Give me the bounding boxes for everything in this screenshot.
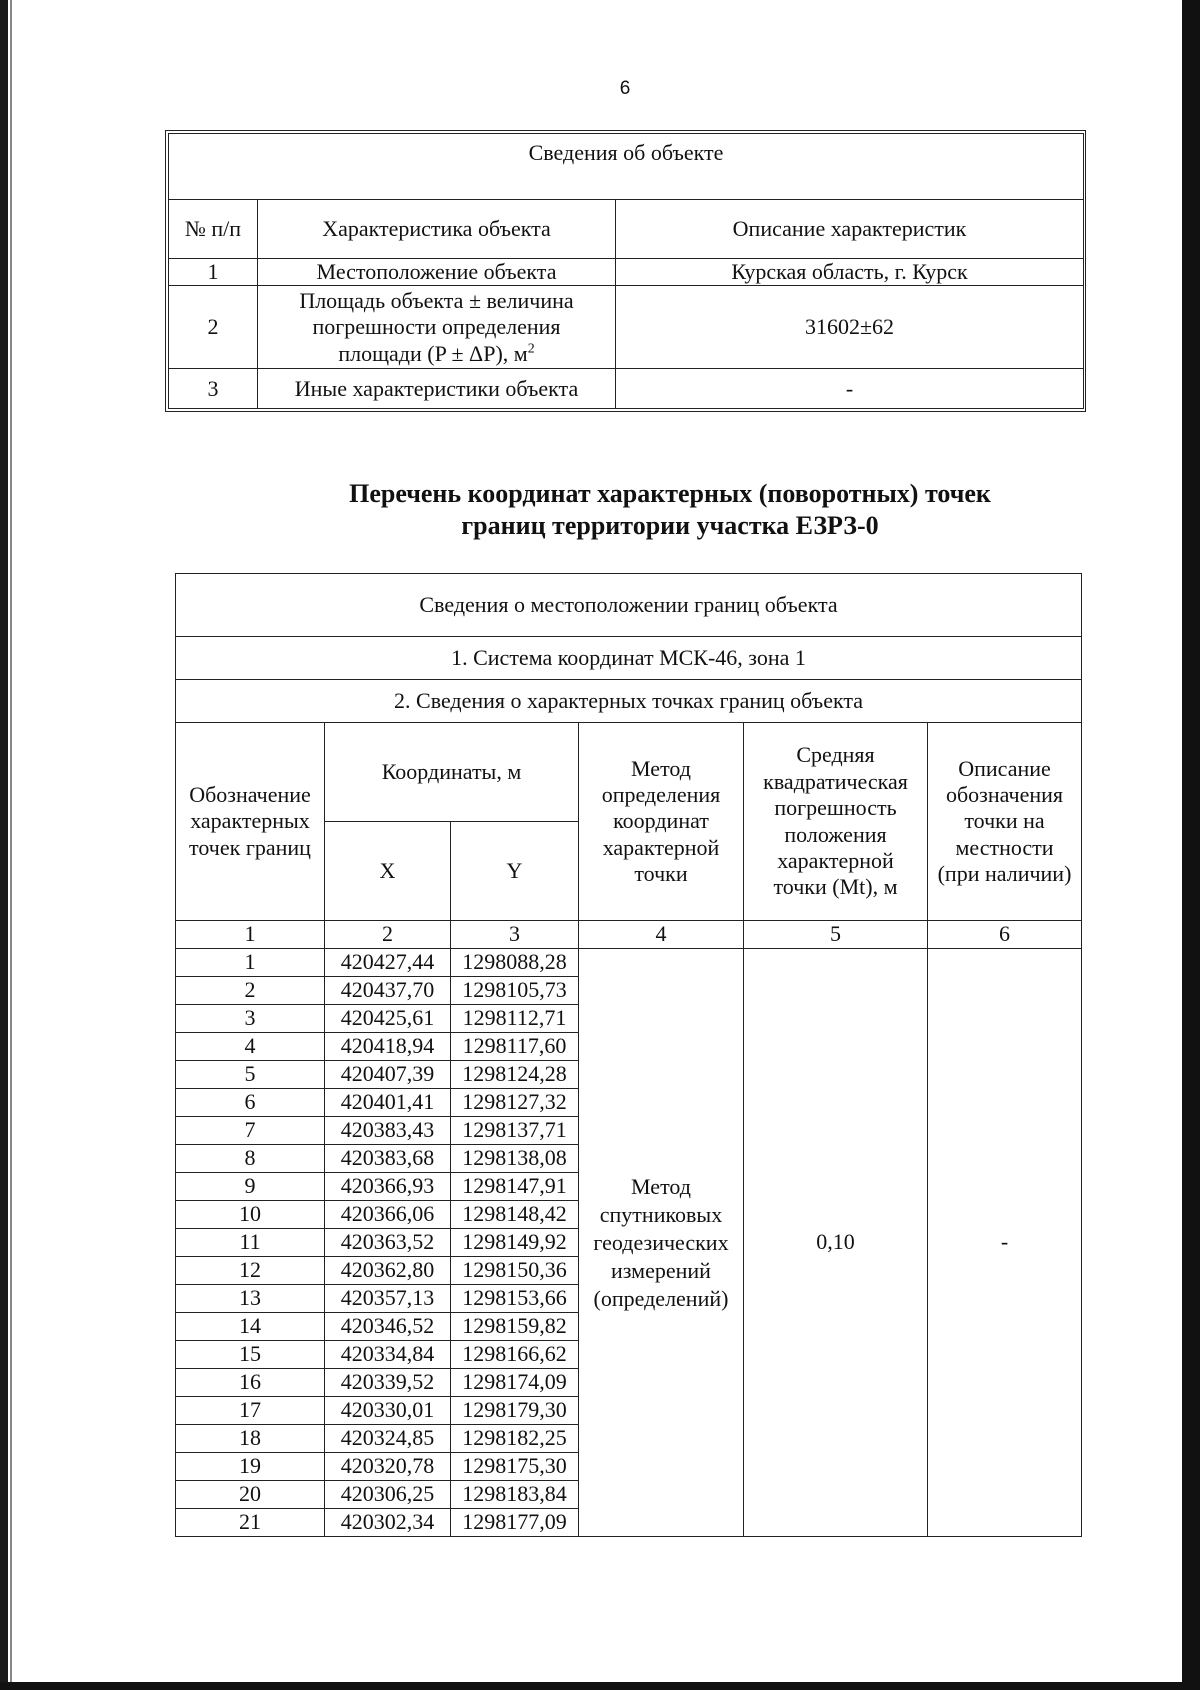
point-number: 1 [176,949,325,977]
header-coordinates: Координаты, м [325,723,579,822]
column-number: 4 [579,921,744,949]
coordinate-x: 420357,13 [325,1285,451,1313]
coordinate-y: 1298127,32 [451,1089,579,1117]
row-no: 3 [169,369,258,409]
coordinates-table [175,573,1082,1537]
column-number: 6 [928,921,1082,949]
coordinate-x: 420366,06 [325,1201,451,1229]
point-number: 18 [176,1425,325,1453]
coordinate-y: 1298149,92 [451,1229,579,1257]
coordinate-y: 1298166,62 [451,1341,579,1369]
coordinate-x: 420339,52 [325,1369,451,1397]
coordinate-y: 1298175,30 [451,1453,579,1481]
section-title-line: границ территории участка ЕЗРЗ-0 [461,511,879,540]
coordinate-y: 1298159,82 [451,1313,579,1341]
characteristic-line-text: площади (P ± ΔP), м [338,340,528,366]
column-number: 1 [176,921,325,949]
point-number: 20 [176,1481,325,1509]
header-line: Обозначение [189,781,311,807]
header-line: (при наличии) [937,861,1072,887]
scan-edge-bottom [0,1682,1200,1690]
coordinate-y: 1298147,91 [451,1173,579,1201]
characteristic-line: погрешности определения [312,314,561,340]
coordinate-y: 1298112,71 [451,1005,579,1033]
header-line: характерной [602,834,720,860]
header-point-description [928,723,1082,921]
header-line: местности [955,834,1054,860]
row-no: 2 [169,286,258,369]
column-number: 3 [451,921,579,949]
coordinate-y: 1298088,28 [451,949,579,977]
header-characteristic: Характеристика объекта [258,200,616,259]
coordinate-x: 420418,94 [325,1033,451,1061]
row-description: 31602±62 [616,286,1084,369]
method-line: спутниковых [599,1201,723,1227]
point-number: 19 [176,1453,325,1481]
header-line: положения [784,821,887,847]
object-info-table [168,133,1084,409]
point-number: 14 [176,1313,325,1341]
method-line: измерений [611,1257,711,1283]
row-no: 1 [169,259,258,286]
column-numbers-row [176,921,1082,949]
coordinate-y: 1298150,36 [451,1257,579,1285]
method-line: (определений) [593,1285,729,1311]
coordinate-x: 420324,85 [325,1425,451,1453]
row-characteristic: Иные характеристики объекта [258,369,616,409]
header-line: точки [634,861,688,887]
coordinate-y: 1298177,09 [451,1509,579,1537]
section-title-line: Перечень координат характерных (поворотных) точек [349,479,991,508]
header-line: характерной [777,847,894,873]
header-line: точки на [964,808,1045,834]
characteristic-line: Площадь объекта ± величина [299,287,574,313]
coordinate-x: 420306,25 [325,1481,451,1509]
coordinate-system: 1. Система координат МСК-46, зона 1 [176,637,1082,680]
object-info-table-frame [165,130,1086,412]
header-line: характерных [190,808,310,834]
coordinate-y: 1298138,08 [451,1145,579,1173]
coordinate-x: 420383,43 [325,1117,451,1145]
section-title [240,478,1100,542]
superscript: 2 [527,341,535,357]
coordinate-x: 420437,70 [325,977,451,1005]
point-number: 16 [176,1369,325,1397]
coordinate-x: 420362,80 [325,1257,451,1285]
coordinate-x: 420425,61 [325,1005,451,1033]
error-value: 0,10 [744,949,928,1537]
coordinate-x: 420401,41 [325,1089,451,1117]
point-number: 4 [176,1033,325,1061]
coordinate-y: 1298124,28 [451,1061,579,1089]
coordinate-x: 420366,93 [325,1173,451,1201]
table-row [169,286,1084,369]
point-number: 3 [176,1005,325,1033]
header-line: координат [613,808,709,834]
header-line: квадратическая [763,768,908,794]
scan-edge-left-inner [10,0,12,1690]
coordinates-title: Сведения о местоположении границ объекта [176,574,1082,637]
point-number: 11 [176,1229,325,1257]
header-line: определения [601,781,721,807]
header-description: Описание характеристик [616,200,1084,259]
method-line: геодезических [593,1229,729,1255]
point-number: 17 [176,1397,325,1425]
header-line: Описание [958,755,1051,781]
header-method [579,723,744,921]
column-number: 2 [325,921,451,949]
point-number: 13 [176,1285,325,1313]
coordinate-x: 420427,44 [325,949,451,977]
column-number: 5 [744,921,928,949]
row-description: - [616,369,1084,409]
coordinate-y: 1298179,30 [451,1397,579,1425]
coordinate-y: 1298148,42 [451,1201,579,1229]
coordinate-y: 1298182,25 [451,1425,579,1453]
row-description: Курская область, г. Курск [616,259,1084,286]
coordinate-x: 420330,01 [325,1397,451,1425]
point-number: 9 [176,1173,325,1201]
coordinate-y: 1298174,09 [451,1369,579,1397]
coordinate-x: 420363,52 [325,1229,451,1257]
coordinate-x: 420346,52 [325,1313,451,1341]
header-designation [176,723,325,921]
coordinate-x: 420383,68 [325,1145,451,1173]
point-number: 10 [176,1201,325,1229]
point-number: 5 [176,1061,325,1089]
coordinate-y: 1298105,73 [451,977,579,1005]
object-info-title: Сведения об объекте [169,134,1084,200]
point-number: 12 [176,1257,325,1285]
page-number: 6 [619,78,631,99]
coordinate-x: 420407,39 [325,1061,451,1089]
header-line: точки (Mt), м [773,874,898,900]
points-title: 2. Сведения о характерных точках границ объекта [176,680,1082,723]
coordinate-y: 1298183,84 [451,1481,579,1509]
point-number: 21 [176,1509,325,1537]
point-number: 15 [176,1341,325,1369]
coordinate-x: 420302,34 [325,1509,451,1537]
header-y: Y [451,822,579,921]
coordinate-y: 1298153,66 [451,1285,579,1313]
coordinate-x: 420320,78 [325,1453,451,1481]
header-line: Метод [631,755,691,781]
method-line: Метод [631,1173,691,1199]
header-line: точек границ [189,834,311,860]
table-row [176,949,1082,977]
point-number: 2 [176,977,325,1005]
header-x: X [325,822,451,921]
scan-edge-right [1182,0,1200,1690]
point-number: 6 [176,1089,325,1117]
table-row [169,259,1084,286]
point-number: 7 [176,1117,325,1145]
header-no: № п/п [169,200,258,259]
row-characteristic: Местоположение объекта [258,259,616,286]
point-number: 8 [176,1145,325,1173]
characteristic-line [262,341,611,367]
scan-edge-left [0,0,8,1690]
header-line: погрешность [774,795,897,821]
method-value [579,949,744,1537]
coordinate-y: 1298137,71 [451,1117,579,1145]
header-line: обозначения [945,781,1064,807]
row-characteristic [258,286,616,369]
table-row [169,369,1084,409]
header-line: Средняя [796,742,875,768]
coordinate-x: 420334,84 [325,1341,451,1369]
coordinate-y: 1298117,60 [451,1033,579,1061]
header-error [744,723,928,921]
description-value: - [928,949,1082,1537]
